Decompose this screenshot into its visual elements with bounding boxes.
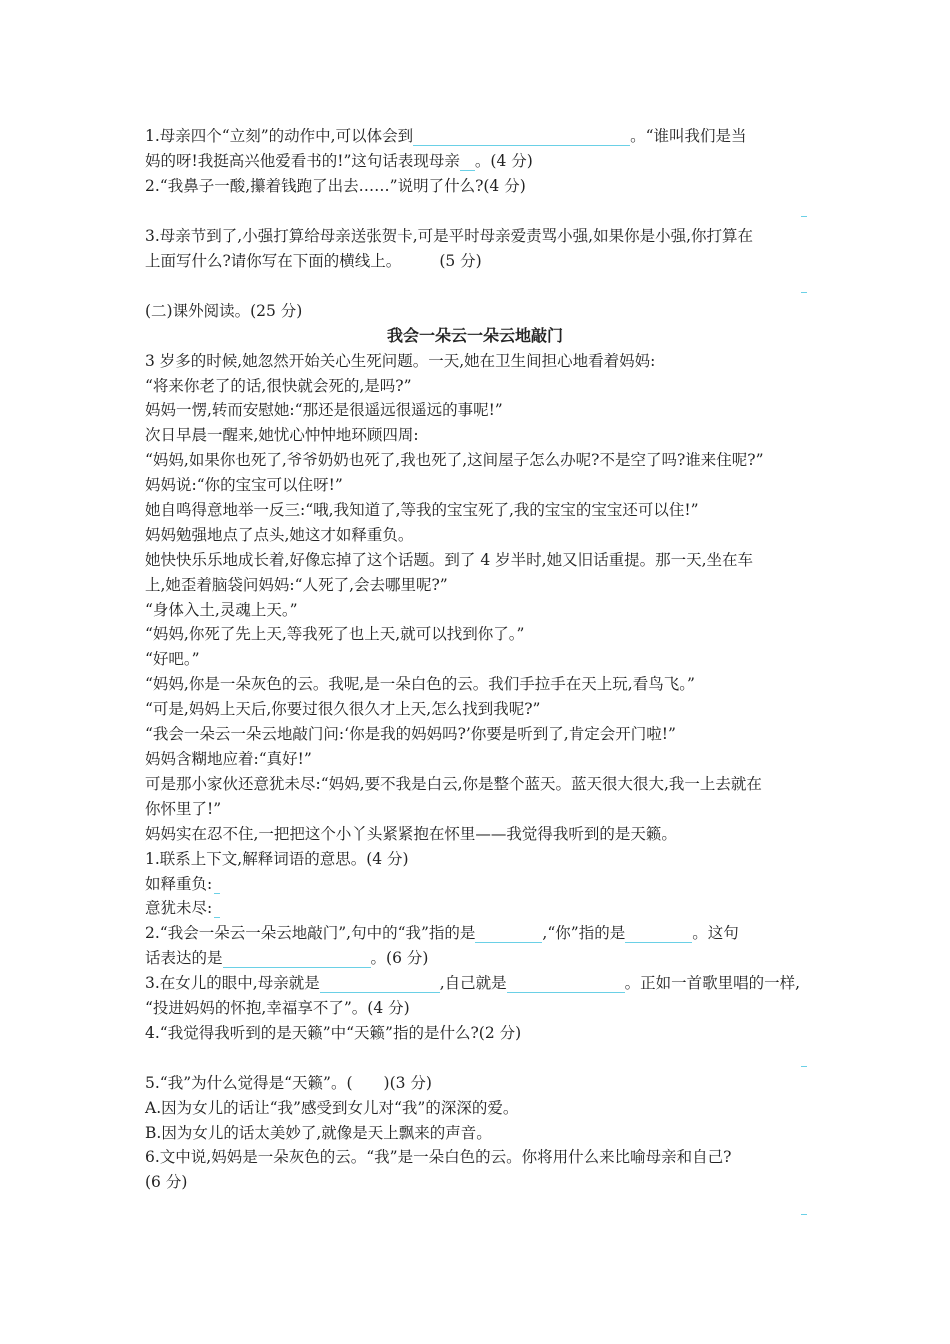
passage-line: 3 岁多的时候,她忽然开始关心生死问题。一天,她在卫生间担心地看着妈妈: — [145, 352, 656, 370]
question-text: 。这句 — [692, 924, 739, 942]
reading-question-1: 1.联系上下文,解释词语的意思。(4 分) — [145, 850, 409, 868]
answer-blank[interactable] — [507, 974, 625, 993]
answer-blank[interactable] — [413, 127, 630, 146]
question-text: 妈的呀!我挺高兴他爱看书的!”这句话表现母亲 — [145, 152, 460, 170]
question-text: 3.在女儿的眼中,母亲就是 — [145, 974, 320, 992]
answer-line-mark[interactable] — [801, 1066, 807, 1067]
question-text: 话表达的是 — [145, 949, 223, 967]
question-3-line-2 — [145, 251, 482, 271]
question-1-line-2 — [145, 151, 533, 171]
answer-blank[interactable] — [214, 903, 220, 918]
question-text: 。(4 分) — [474, 152, 533, 170]
option-b[interactable]: B.因为女儿的话太美妙了,就像是天上飘来的声音。 — [145, 1124, 492, 1142]
answer-blank[interactable] — [223, 949, 371, 968]
word-1-line — [145, 874, 220, 894]
answer-line-mark[interactable] — [801, 1214, 807, 1215]
passage-line: 她快快乐乐地成长着,好像忘掉了这个话题。到了 4 岁半时,她又旧话重提。那一天,坐在车 — [145, 551, 753, 569]
reading-question-5: 5.“我”为什么觉得是“天籁”。( )(3 分) — [145, 1074, 432, 1092]
question-2: 2.“我鼻子一酸,攥着钱跑了出去……”说明了什么?(4 分) — [145, 177, 526, 195]
answer-blank[interactable] — [475, 924, 542, 943]
question-text: 。正如一首歌里唱的一样, — [624, 974, 801, 992]
reading-question-6-line-1: 6.文中说,妈妈是一朵灰色的云。“我”是一朵白色的云。你将用什么来比喻母亲和自己? — [145, 1148, 732, 1166]
passage-line: 上,她歪着脑袋问妈妈:“人死了,会去哪里呢?” — [145, 576, 448, 594]
word-label: 意犹未尽: — [145, 899, 213, 917]
question-text: ,自己就是 — [439, 974, 507, 992]
passage-line: “妈妈,你死了先上天,等我死了也上天,就可以找到你了。” — [145, 625, 525, 643]
reading-question-6-line-2: (6 分) — [145, 1173, 188, 1191]
reading-question-4: 4.“我觉得我听到的是天籁”中“天籁”指的是什么?(2 分) — [145, 1024, 522, 1042]
answer-blank[interactable] — [460, 152, 475, 171]
passage-line: “妈妈,你是一朵灰色的云。我呢,是一朵白色的云。我们手拉手在天上玩,看鸟飞。” — [145, 675, 695, 693]
passage-title: 我会一朵云一朵云地敲门 — [386, 326, 563, 345]
section-heading: (二)课外阅读。(25 分) — [145, 302, 303, 320]
question-text: 2.“我会一朵云一朵云地敲门”,句中的“我”指的是 — [145, 924, 476, 942]
answer-blank[interactable] — [214, 879, 220, 894]
option-a[interactable]: A.因为女儿的话让“我”感受到女儿对“我”的深深的爱。 — [145, 1099, 519, 1117]
passage-line: “妈妈,如果你也死了,爷爷奶奶也死了,我也死了,这间屋子怎么办呢?不是空了吗?谁来住呢?” — [145, 451, 764, 469]
question-1-line-1 — [145, 126, 747, 146]
reading-question-2-line-2 — [145, 948, 428, 968]
answer-line-mark[interactable] — [801, 216, 807, 217]
question-3-line-1: 3.母亲节到了,小强打算给母亲送张贺卡,可是平时母亲爱责骂小强,如果你是小强,你打算在 — [145, 227, 753, 245]
answer-blank[interactable] — [320, 974, 440, 993]
passage-line: 可是那小家伙还意犹未尽:“妈妈,要不我是白云,你是整个蓝天。蓝天很大很大,我一上去就在 — [145, 775, 762, 793]
passage-line: 妈妈说:“你的宝宝可以住呀!” — [145, 476, 343, 494]
passage-line: 妈妈一愣,转而安慰她:“那还是很遥远很遥远的事呢!” — [145, 401, 503, 419]
points-label: (5 分) — [439, 252, 482, 270]
question-text: 1.母亲四个“立刻”的动作中,可以体会到 — [145, 127, 414, 145]
passage-line: “身体入土,灵魂上天。” — [145, 601, 298, 619]
answer-line-mark[interactable] — [801, 292, 807, 293]
word-label: 如释重负: — [145, 875, 213, 893]
passage-line: “好吧。” — [145, 650, 200, 668]
question-text: 。“谁叫我们是当 — [630, 127, 747, 145]
passage-line: 妈妈含糊地应着:“真好!” — [145, 750, 312, 768]
passage-line: 她自鸣得意地举一反三:“哦,我知道了,等我的宝宝死了,我的宝宝的宝宝还可以住!” — [145, 501, 699, 519]
passage-line: 次日早晨一醒来,她忧心忡忡地环顾四周: — [145, 426, 419, 444]
passage-line: 妈妈实在忍不住,一把把这个小丫头紧紧抱在怀里——我觉得我听到的是天籁。 — [145, 825, 677, 843]
word-2-line — [145, 898, 220, 918]
question-text: ,“你”指的是 — [542, 924, 626, 942]
reading-question-3-line-1 — [145, 973, 800, 993]
reading-question-3-line-2: “投进妈妈的怀抱,幸福享不了”。(4 分) — [145, 999, 410, 1017]
passage-line: “将来你老了的话,很快就会死的,是吗?” — [145, 377, 412, 395]
answer-blank[interactable] — [625, 924, 692, 943]
question-text: 上面写什么?请你写在下面的横线上。 — [145, 252, 402, 270]
passage-line: 妈妈勉强地点了点头,她这才如释重负。 — [145, 526, 414, 544]
passage-line: 你怀里了!” — [145, 800, 222, 818]
passage-line: “我会一朵云一朵云地敲门问:‘你是我的妈妈吗?’你要是听到了,肯定会开门啦!” — [145, 725, 676, 743]
reading-question-2-line-1 — [145, 923, 739, 943]
passage-line: “可是,妈妈上天后,你要过很久很久才上天,怎么找到我呢?” — [145, 700, 541, 718]
question-text: 。(6 分) — [370, 949, 429, 967]
